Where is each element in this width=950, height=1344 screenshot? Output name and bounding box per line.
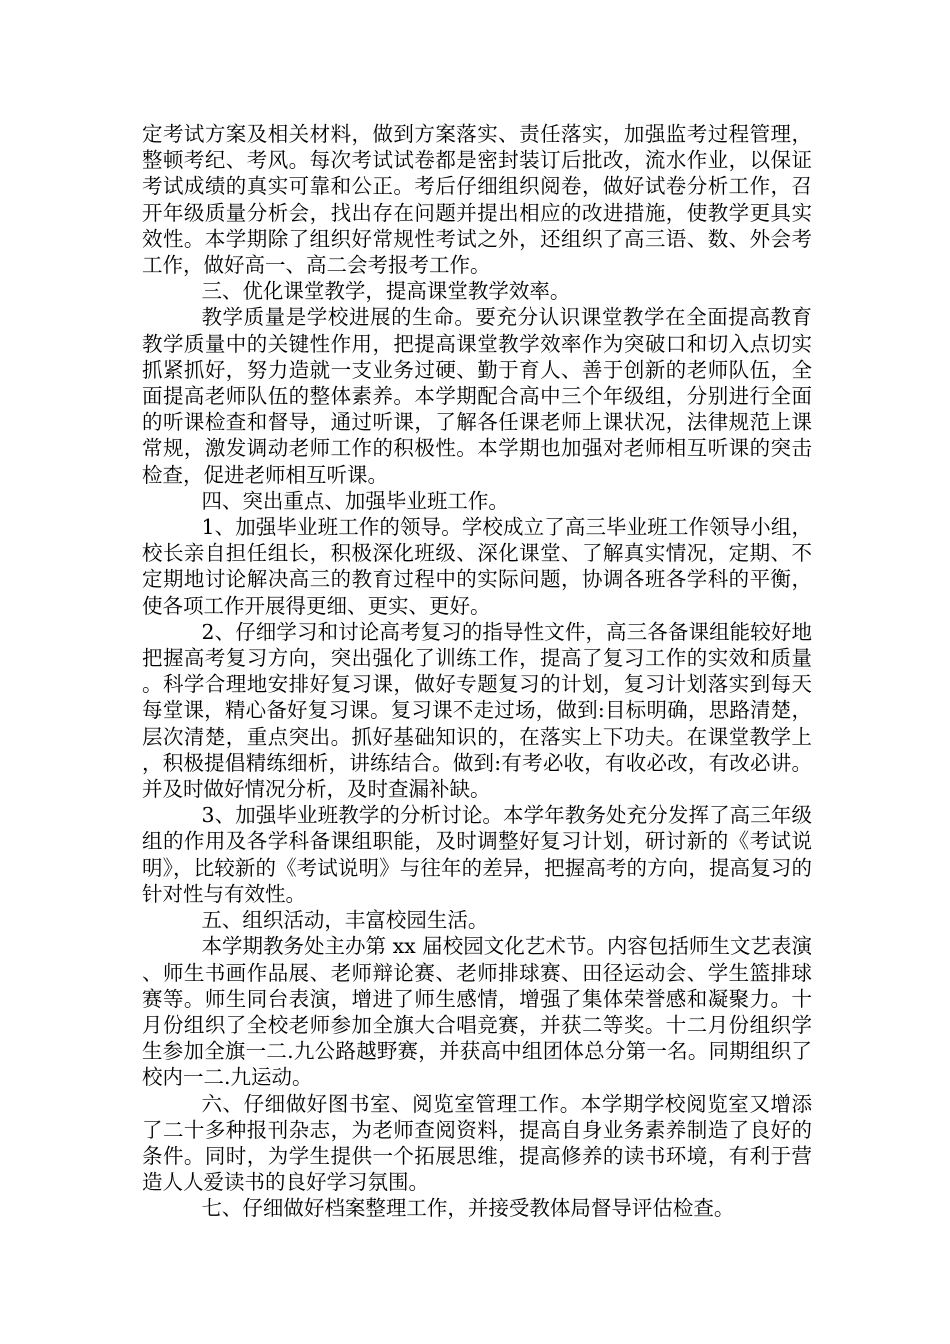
paragraph-campus-activities: 本学期教务处主办第 xx 届校园文化艺术节。内容包括师生文艺表演、师生书画作品展、老师辩论赛、老师排球赛、田径运动会、学生篮排球赛等。师生同台表演，增进了师生感情，增强了集体荣誉感和凝聚力。十月份组织了全校老师参加全旗大合唱竞赛，并获二等奖。十二月份组织学生参加全旗一二.九公路越野赛，并获高中组团体总分第一名。同期组织了校内一二.九运动。	[142, 934, 812, 1090]
paragraph-teaching-quality: 教学质量是学校进展的生命。要充分认识课堂教学在全面提高教育教学质量中的关键性作用，把提高课堂教学效率作为突破口和切入点切实抓紧抓好，努力造就一支业务过硬、勤于育人、善于创新的老师队伍，全面提高老师队伍的整体素养。本学期配合高中三个年级组，分别进行全面的听课检查和督导，通过听课，了解各任课老师上课状况，法律规范上课常规，激发调动老师工作的积极性。本学期也加强对老师相互听课的突击检查，促进老师相互听课。	[142, 305, 812, 487]
heading-section-3: 三、优化课堂教学，提高课堂教学效率。	[201, 279, 571, 304]
paragraph-item-3: 3、加强毕业班教学的分析讨论。本学年教务处充分发挥了高三年级组的作用及各学科备课组职能，及时调整好复习计划，研讨新的《考试说明》，比较新的《考试说明》与往年的差异，把握高考的方向，提高复习的针对性与有效性。	[142, 803, 812, 906]
paragraph-item-1: 1、加强毕业班工作的领导。学校成立了高三毕业班工作领导小组，校长亲自担任组长，积极深化班级、深化课堂、了解真实情况，定期、不定期地讨论解决高三的教育过程中的实际问题，协调各班各学科的平衡，使各项工作开展得更细、更实、更好。	[142, 515, 812, 618]
paragraph-library: 六、仔细做好图书室、阅览室管理工作。本学期学校阅览室又增添了二十多种报刊杂志，为老师查阅资料，提高自身业务素养制造了良好的条件。同时，为学生提供一个拓展思维，提高修养的读书环境，有利于营造人人爱读书的良好学习氛围。	[142, 1091, 812, 1195]
heading-section-5: 五、组织活动，丰富校园生活。	[201, 908, 489, 933]
paragraph-item-2: 2、仔细学习和讨论高考复习的指导性文件，高三各备课组能较好地把握高考复习方向，突出强化了训练工作，提高了复习工作的实效和质量。科学合理地安排好复习课，做好专题复习的计划，复习计划落实到每天每堂课，精心备好复习课。复习课不走过场，做到:目标明确，思路清楚，层次清楚，重点突出。抓好基础知识的，在落实上下功夫。在课堂教学上，积极提倡精练细析，讲练结合。做到:有考必收，有收必改，有改必讲。并及时做好情况分析，及时查漏补缺。	[142, 619, 812, 802]
paragraph-exam-management: 定考试方案及相关材料，做到方案落实、责任落实，加强监考过程管理，整顿考纪、考风。每次考试试卷都是密封装订后批改，流水作业，以保证考试成绩的真实可靠和公正。考后仔细组织阅卷，做好试卷分析工作，召开年级质量分析会，找出存在问题并提出相应的改进措施，使教学更具实效性。本学期除了组织好常规性考试之外，还组织了高三语、数、外会考工作，做好高一、高二会考报考工作。	[142, 122, 812, 278]
document-page	[142, 121, 812, 1222]
heading-section-4: 四、突出重点、加强毕业班工作。	[201, 488, 509, 513]
paragraph-archives: 七、仔细做好档案整理工作，并接受教体局督导评估检查。	[201, 1196, 735, 1221]
